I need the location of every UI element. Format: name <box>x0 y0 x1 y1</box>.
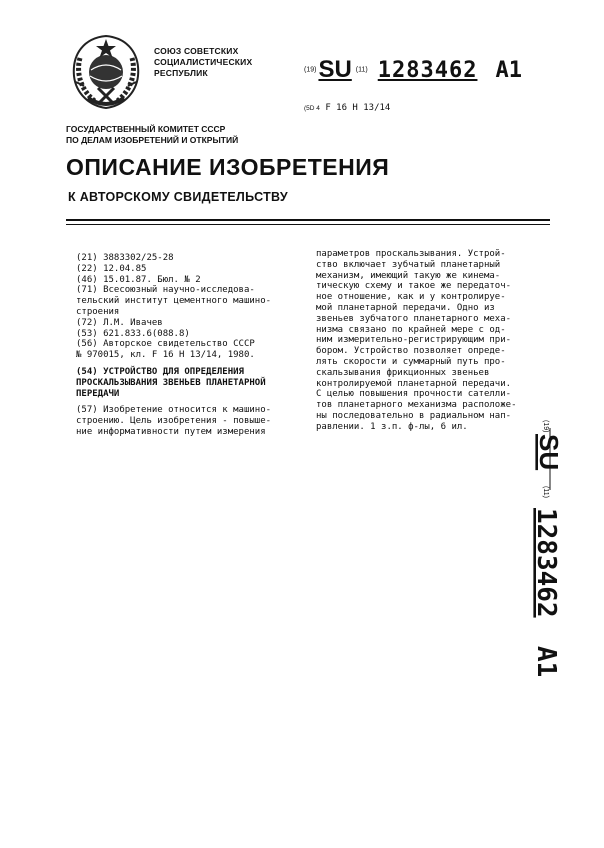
union-line: СОЦИАЛИСТИЧЕСКИХ <box>154 57 253 67</box>
abstract-line: С целью повышения прочности сателли- <box>316 389 512 400</box>
union-line: СОЮЗ СОВЕТСКИХ <box>154 46 239 56</box>
committee-line: ГОСУДАРСТВЕННЫЙ КОМИТЕТ СССР <box>66 124 226 134</box>
abstract-line: ны последовательно в радиальном нап- <box>316 410 512 421</box>
abstract-line: тов планетарного механизма расположе- <box>316 400 517 411</box>
ipc-classification <box>304 103 390 113</box>
abstract-line: ное отношение, как и у контролируе- <box>316 292 506 303</box>
country-code: SU <box>318 56 352 83</box>
abstract-line: строению. Цель изобретения - повыше- <box>76 416 272 427</box>
right-column <box>316 249 528 433</box>
abstract-line: ство включает зубчатый планетарный <box>316 259 501 270</box>
biblio-line: (22) 12.04.85 <box>76 263 147 274</box>
side-document-number <box>506 420 604 710</box>
biblio-line: (56) Авторское свидетельство СССР <box>76 339 255 350</box>
abstract-line: равлении. 1 з.п. ф-лы, 6 ил. <box>316 421 468 432</box>
abstract-line: звеньев зубчатого планетарного меха- <box>316 313 512 324</box>
side-code-19: (19) <box>542 420 549 433</box>
invention-title-line: ПРОСКАЛЬЗЫВАНИЯ ЗВЕНЬЕВ ПЛАНЕТАРНОЙ <box>76 377 266 388</box>
union-name <box>154 46 252 79</box>
divider <box>66 219 550 221</box>
biblio-line: (53) 621.833.6(088.8) <box>76 328 190 339</box>
union-line: РЕСПУБЛИК <box>154 68 208 78</box>
document-title: ОПИСАНИЕ ИЗОБРЕТЕНИЯ <box>66 154 390 180</box>
committee-line: ПО ДЕЛАМ ИЗОБРЕТЕНИЙ И ОТКРЫТИЙ <box>66 135 239 145</box>
invention-title-line: (54) УСТРОЙСТВО ДЛЯ ОПРЕДЕЛЕНИЯ <box>76 366 244 377</box>
abstract-line: параметров проскальзывания. Устрой- <box>316 249 506 259</box>
biblio-line: тельский институт цементного машино- <box>76 296 272 307</box>
biblio-line: строения <box>76 306 120 317</box>
abstract-line: бором. Устройство позволяет опреде- <box>316 346 506 357</box>
abstract-line: тическую схему и такое же передаточ- <box>316 281 512 292</box>
divider <box>66 224 550 225</box>
biblio-line: (71) Всесоюзный научно-исследова- <box>76 285 255 296</box>
ipc-code: (5D 4 <box>304 105 320 112</box>
ipc-value: F 16 H 13/14 <box>325 103 391 113</box>
abstract-line: (57) Изобретение относится к машино- <box>76 405 272 416</box>
biblio-line: (46) 15.01.87. Бюл. № 2 <box>76 274 201 285</box>
side-code-11: (11) <box>542 486 549 498</box>
abstract-line: мой планетарной передачи. Одно из <box>316 302 495 313</box>
side-kind-code: A1 <box>531 646 561 678</box>
document-subtitle: К АВТОРСКОМУ СВИДЕТЕЛЬСТВУ <box>68 190 288 204</box>
abstract-line: ние информативности путем измерения <box>76 426 266 437</box>
document-number <box>304 56 522 84</box>
kind-code: A1 <box>495 57 522 83</box>
abstract-line: скальзывания фрикционных звеньев <box>316 367 490 378</box>
committee-name <box>66 124 238 146</box>
biblio-line: № 970015, кл. F 16 H 13/14, 1980. <box>76 350 255 361</box>
biblio-line: (72) Л.М. Ивачев <box>76 317 163 328</box>
left-column <box>76 253 298 438</box>
invention-title-line: ПЕРЕДАЧИ <box>76 388 120 399</box>
abstract-line: ним измерительно-регистрирующим при- <box>316 335 512 346</box>
abstract-line: лять скорости и суммарный путь про- <box>316 356 506 367</box>
state-emblem-icon <box>66 32 146 112</box>
side-patent-number: 1283462 <box>531 508 561 618</box>
abstract-line: механизм, имеющий такую же кинема- <box>316 270 501 281</box>
biblio-line: (21) 3883302/25-28 <box>76 253 174 263</box>
side-country-code: SU <box>534 434 564 471</box>
abstract-line: контролируемой планетарной передачи. <box>316 378 512 389</box>
code-11: (11) <box>355 66 368 74</box>
abstract-line: низма связано по крайней мере с од- <box>316 324 506 335</box>
patent-number: 1283462 <box>377 57 478 83</box>
code-19: (19) <box>304 66 317 74</box>
